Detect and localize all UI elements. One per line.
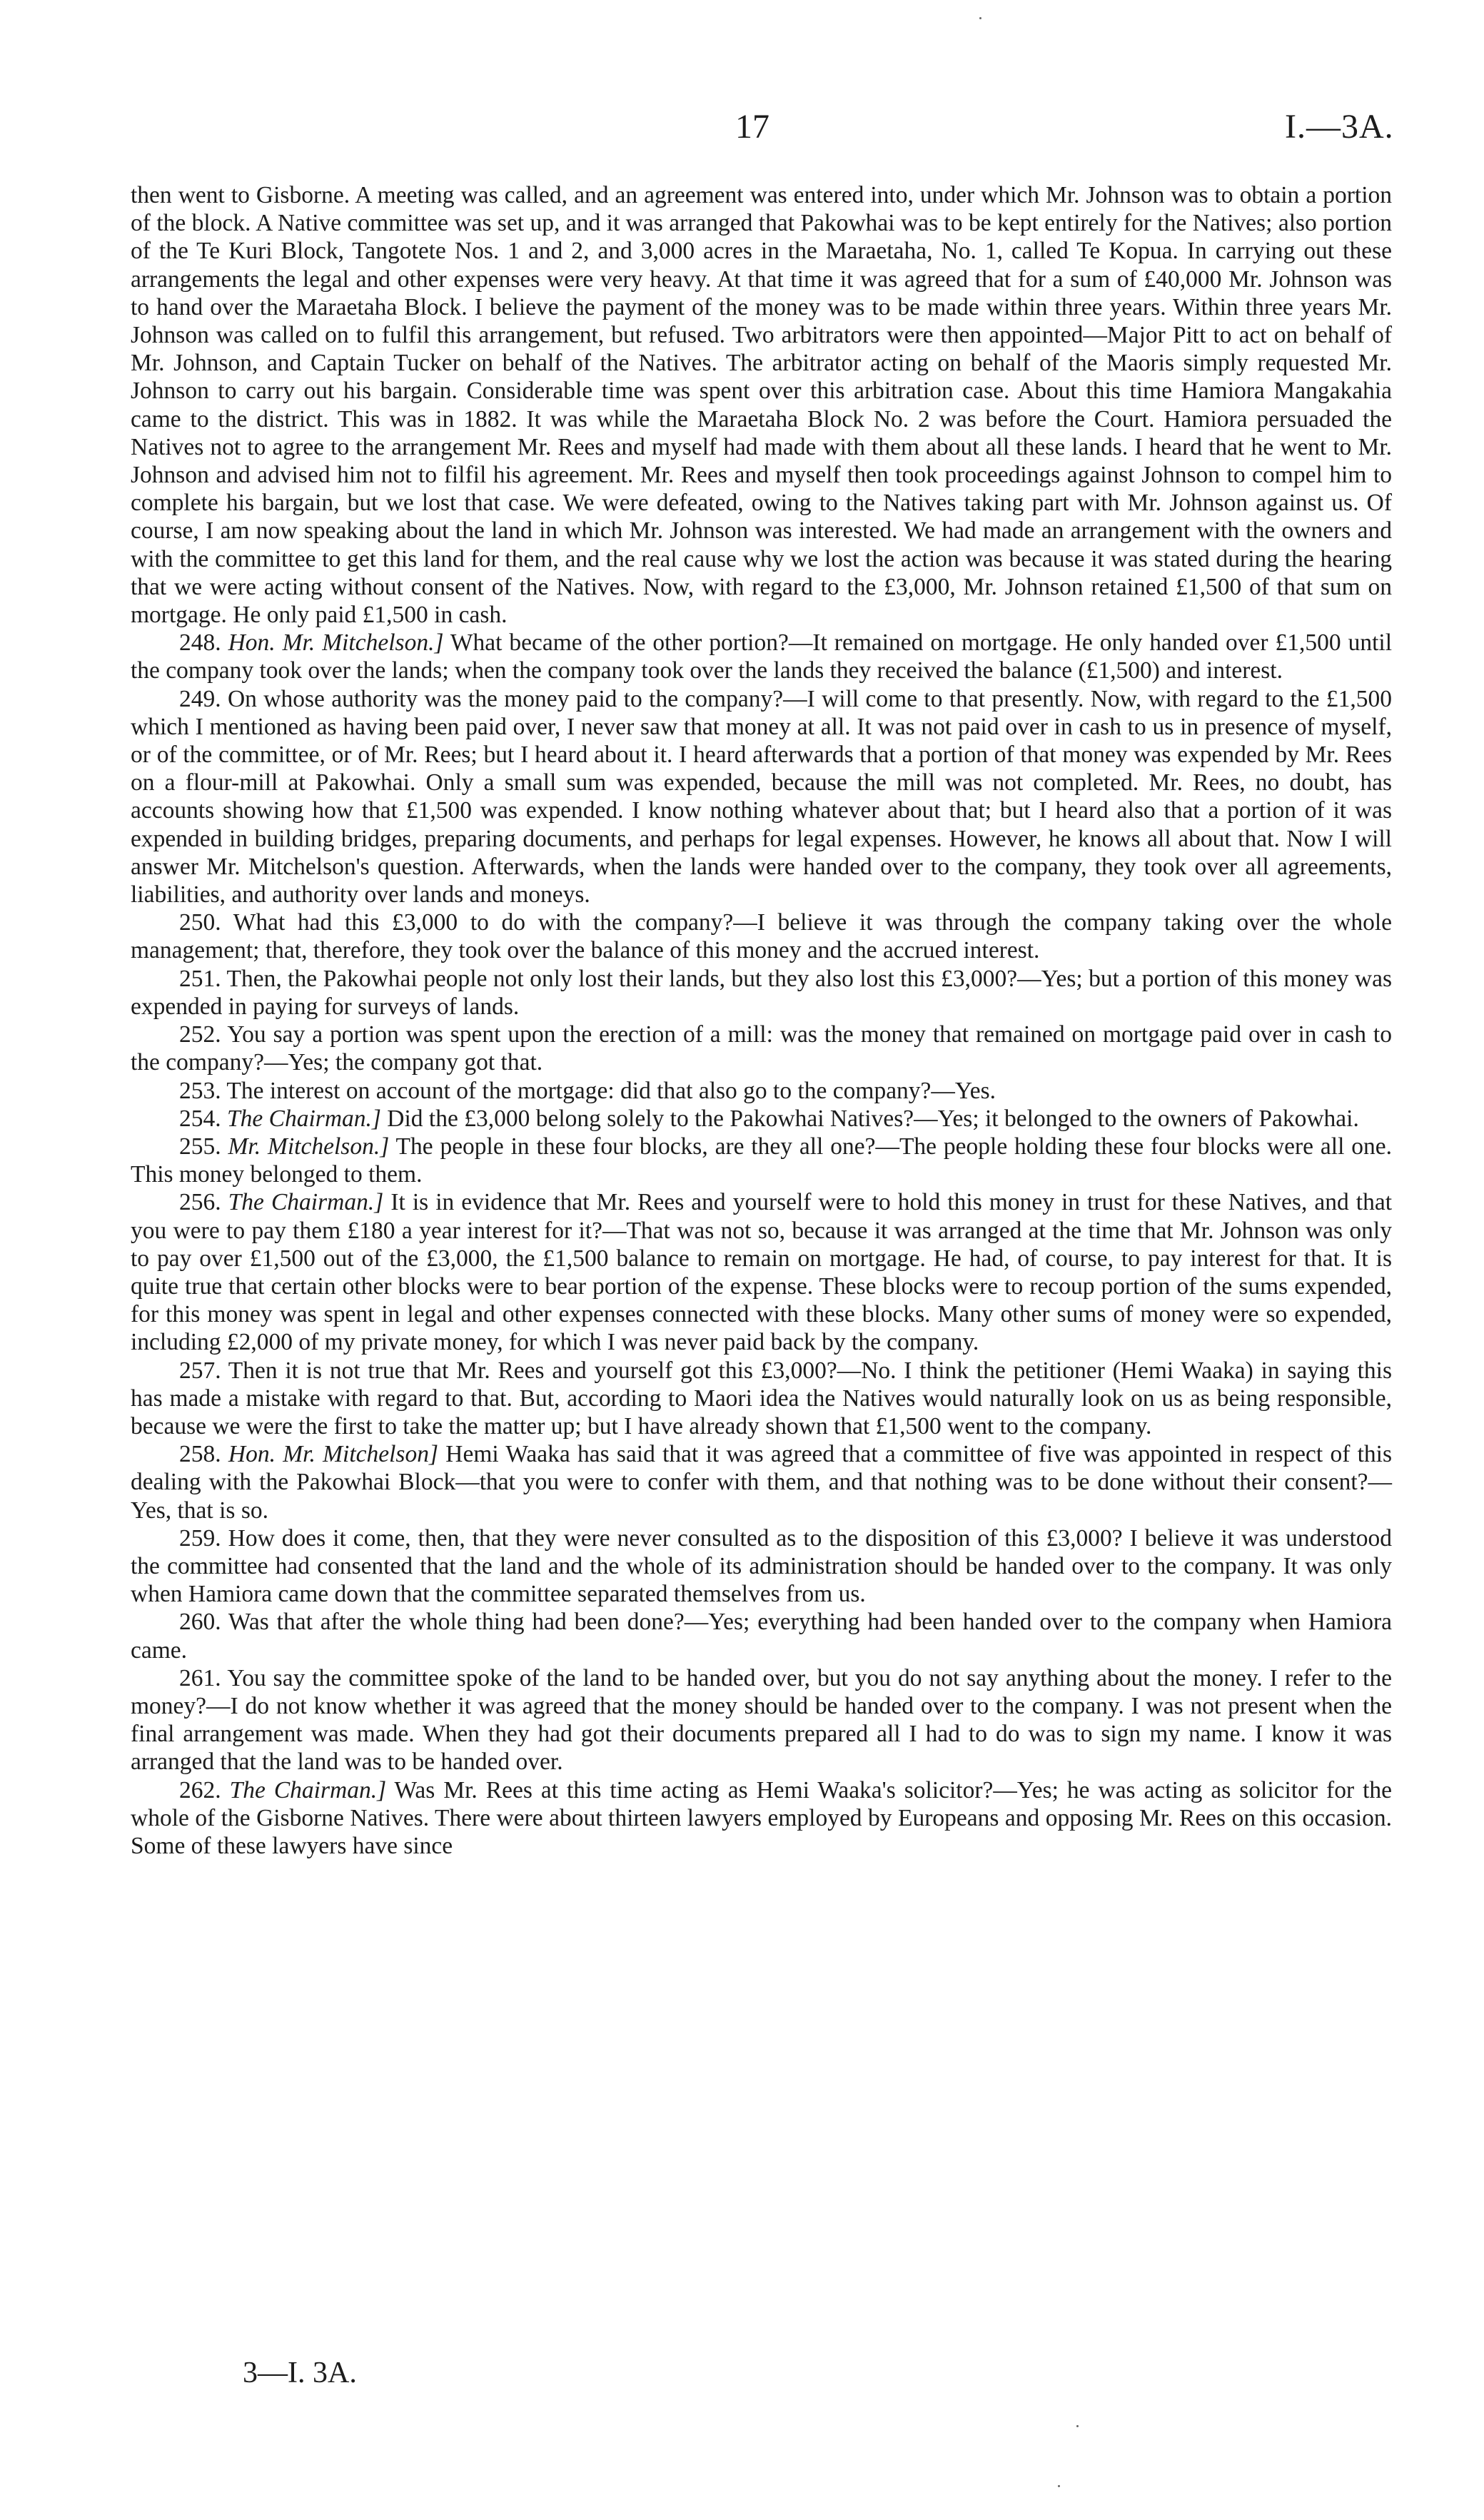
- paragraph-text: The people in these four blocks, are they all one?—The people holding these four blocks were all one. This money belonged to them.: [131, 1133, 1393, 1188]
- paragraph: [131, 1440, 1392, 1524]
- question-number: 261.: [179, 1664, 221, 1691]
- paragraph-text: Was Mr. Rees at this time acting as Hemi Waaka's solicitor?—Yes; he was acting as solicitor for the whole of the Gisborne Natives. There were about thirteen lawyers employed by Europeans and opposing Mr. Rees on this occasion. Some of these lawyers have since: [131, 1776, 1392, 1859]
- scan-speck: [1058, 2485, 1060, 2487]
- question-number: 249.: [179, 685, 221, 712]
- speaker-lead: The Chairman.]: [229, 1776, 387, 1803]
- paragraph-text: Did the £3,000 belong solely to the Pakowhai Natives?—Yes; it belonged to the owners of Pakowhai.: [387, 1105, 1359, 1132]
- question-number: 259.: [179, 1524, 221, 1552]
- question-number: 255.: [179, 1133, 221, 1160]
- question-number: 256.: [179, 1189, 221, 1216]
- paragraph: [131, 1021, 1392, 1076]
- paragraph-text: What had this £3,000 to do with the company?—I believe it was through the company taking over the whole management; that, therefore, they took over the balance of this money and the accrued interest.: [131, 909, 1392, 964]
- paragraph-text: It is in evidence that Mr. Rees and yourself were to hold this money in trust for these Natives, and that you were to pay them £180 a year interest for it?—That was not so, because it was arranged at the time that Mr. Johnson was only to pay over £1,500 out of the £3,000, the £1,500 balance to remain on mortgage. He had, of course, to pay interest for that. It is quite true that certain other blocks were to bear portion of the expense. These blocks were to recoup portion of the sums expended, for this money was spent in legal and other expenses connected with these blocks. Many other sums of money were so expended, including £2,000 of my private money, for which I was never paid back by the company.: [131, 1189, 1393, 1356]
- paragraph: [131, 1105, 1392, 1133]
- paragraph: [131, 965, 1392, 1021]
- document-reference: I.—3A.: [1285, 108, 1394, 146]
- paragraph: [131, 1077, 1392, 1105]
- paragraph-text: Then, the Pakowhai people not only lost their lands, but they also lost this £3,000?—Yes; but a portion of this money was expended in paying for surveys of lands.: [131, 965, 1392, 1020]
- speaker-lead: Hon. Mr. Mitchelson]: [228, 1441, 439, 1468]
- scan-speck: [979, 17, 981, 19]
- paragraph: [131, 909, 1392, 964]
- paragraph-text: On whose authority was the money paid to the company?—I will come to that presently. Now, with regard to the £1,500 which I mentioned as having been paid over, I never saw that money at all. It was not paid over in cash to us in presence of myself, or of the committee, or of Mr. Rees; but I heard about it. I heard afterwards that a portion of that money was expended by Mr. Rees on a flour-mill at Pakowhai. Only a small sum was expended, because the mill was not completed. Mr. Rees, no doubt, has accounts showing how that £1,500 was expended. I know nothing whatever about that; but I heard also that a portion of it was expended in building bridges, preparing documents, and perhaps for legal expenses. However, he knows all about that. Now I will answer Mr. Mitchelson's question. Afterwards, when the lands were handed over to the company, they took over all agreements, liabilities, and authority over lands and moneys.: [131, 685, 1392, 909]
- paragraph: [131, 685, 1392, 909]
- question-number: 260.: [179, 1609, 221, 1636]
- paragraph-text: Then it is not true that Mr. Rees and yourself got this £3,000?—No. I think the petitioner (Hemi Waaka) in saying this has made a mistake with regard to that. But, according to Maori idea the Natives would naturally look on us as being responsible, because we were the first to take the matter up; but I have already shown that £1,500 went to the company.: [131, 1357, 1392, 1439]
- paragraph: [131, 181, 1392, 629]
- question-number: 251.: [179, 965, 221, 992]
- scan-speck: [1076, 2425, 1079, 2427]
- question-number: 250.: [179, 909, 221, 936]
- question-number: 252.: [179, 1021, 221, 1048]
- paragraph: [131, 1608, 1392, 1664]
- paragraph-text: How does it come, then, that they were never consulted as to the disposition of this £3,000? I believe it was understood the committee had consented that the land and the whole of its administration should be handed over to the company. It was only when Hamiora came down that the committee separated themselves from us.: [131, 1524, 1393, 1608]
- speaker-lead: The Chairman.]: [227, 1105, 381, 1132]
- signature-mark: 3—I. 3A.: [243, 2357, 357, 2389]
- paragraph: [131, 629, 1392, 684]
- paragraph: [131, 1188, 1392, 1356]
- question-number: 262.: [179, 1776, 221, 1803]
- question-number: 248.: [179, 629, 221, 657]
- paragraph: [131, 1357, 1392, 1441]
- speaker-lead: Mr. Mitchelson.]: [228, 1133, 390, 1160]
- paragraph-text: The interest on account of the mortgage: did that also go to the company?—Yes.: [226, 1077, 996, 1104]
- paragraph-text: What became of the other portion?—It remained on mortgage. He only handed over £1,500 until the company took over the lands; when the company took over the lands they received the balance (£1,500) and interest.: [131, 629, 1393, 684]
- paragraph-text: Hemi Waaka has said that it was agreed that a committee of five was appointed in respect of this dealing with the Pakowhai Block—that you were to confer with them, and that nothing was to be done without their consent?—Yes, that is so.: [131, 1441, 1393, 1524]
- paragraph-text: You say the committee spoke of the land to be handed over, but you do not say anything about the money. I refer to the money?—I do not know whether it was agreed that the money should be handed over to the company. I was not present when the final arrangement was made. When they had got their documents prepared all I had to do was to sign my name. I know it was arranged that the land was to be handed over.: [131, 1664, 1392, 1776]
- question-number: 258.: [179, 1441, 221, 1468]
- paragraph-text: then went to Gisborne. A meeting was called, and an agreement was entered into, under which Mr. Johnson was to obtain a portion of the block. A Native committee was set up, and it was arranged that Pakowhai was to be kept entirely for the Natives; also portion of the Te Kuri Block, Tangotete Nos. 1 and 2, and 3,000 acres in the Maraetaha, No. 1, called Te Kopua. In carrying out these arrangements the legal and other expenses were very heavy. At that time it was agreed that for a sum of £40,000 Mr. Johnson was to hand over the Maraetaha Block. I believe the payment of the money was to be made within three years. Within three years Mr. Johnson was called on to fulfil this arrangement, but refused. Two arbitrators were then appointed—Major Pitt to act on behalf of Mr. Johnson, and Captain Tucker on behalf of the Natives. The arbitrator acting on behalf of the Maoris simply requested Mr. Johnson to carry out his bargain. Considerable time was spent over this arbitration case. About this time Hamiora Mangakahia came to the district. This was in 1882. It was while the Maraetaha Block No. 2 was before the Court. Hamiora persuaded the Natives not to agree to the arrangement Mr. Rees and myself had made with them about all these lands. I heard that he went to Mr. Johnson and advised him not to filfil his agreement. Mr. Rees and myself then took proceedings against Johnson to compel him to complete his bargain, but we lost that case. We were defeated, owing to the Natives taking part with Mr. Johnson against us. Of course, I am now speaking about the land in which Mr. Johnson was interested. We had made an arrangement with the owners and with the committee to get this land for them, and the real cause why we lost the action was because it was stated during the hearing that we were acting without consent of the Natives. Now, with regard to the £3,000, Mr. Johnson retained £1,500 of that sum on mortgage. He only paid £1,500 in cash.: [131, 182, 1392, 629]
- question-number: 253.: [179, 1077, 221, 1104]
- paragraph-text: Was that after the whole thing had been done?—Yes; everything had been handed over to the company when Hamiora came.: [131, 1609, 1392, 1664]
- paragraph: [131, 1664, 1392, 1776]
- body-text: [131, 181, 1392, 1860]
- question-number: 257.: [179, 1357, 221, 1384]
- paragraph: [131, 1776, 1392, 1861]
- speaker-lead: Hon. Mr. Mitchelson.]: [228, 629, 444, 657]
- page-number: 17: [735, 108, 769, 146]
- question-number: 254.: [179, 1105, 221, 1132]
- paragraph-text: You say a portion was spent upon the erection of a mill: was the money that remained on mortgage paid over in cash to the company?—Yes; the company got that.: [131, 1021, 1392, 1076]
- paragraph: [131, 1524, 1392, 1609]
- speaker-lead: The Chairman.]: [228, 1189, 384, 1216]
- paragraph: [131, 1133, 1392, 1188]
